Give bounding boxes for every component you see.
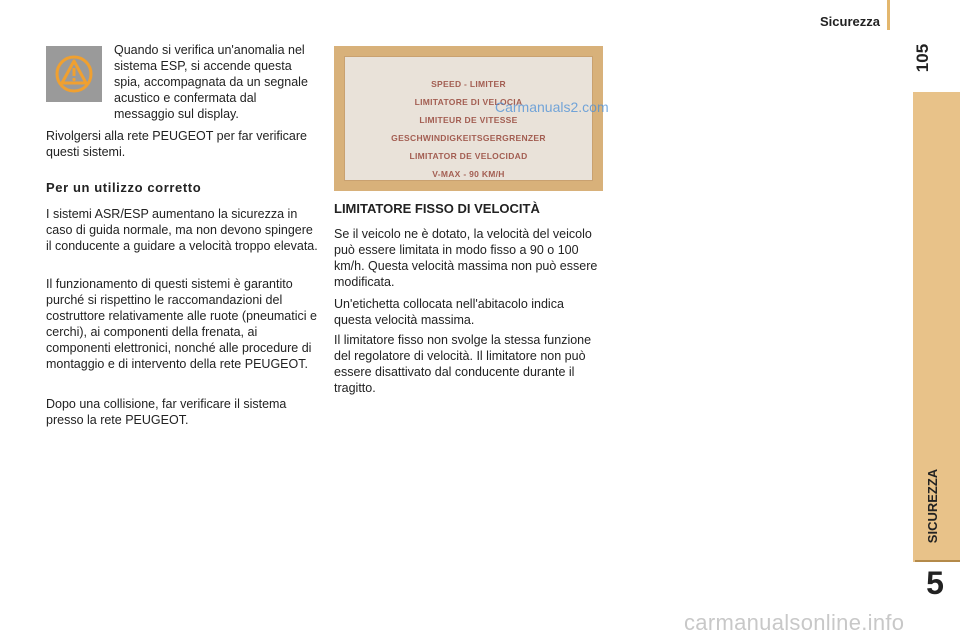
- footer-watermark[interactable]: carmanualsonline.info: [684, 610, 905, 635]
- esp-warning-symbol: [46, 46, 102, 102]
- asr-esp-paragraph: I sistemi ASR/ESP aumentano la sicurezza in caso di guida normale, ma non devono spingere il conducente a guidare a velocità troppo elevata.: [46, 207, 318, 253]
- chapter-divider: [915, 560, 960, 562]
- esp-warning-triangle-icon: [46, 46, 102, 102]
- plate-line: GESCHWINDIGKEITSGERGRENZER: [391, 133, 546, 143]
- label-info-paragraph: Un'etichetta collocata nell'abitacolo indica questa velocità massima.: [334, 297, 564, 327]
- vehicle-limit-paragraph: Se il veicolo ne è dotato, la velocità del veicolo può essere limitata in modo fisso a 90 o 100 km/h. Questa velocità massima non può essere modificata.: [334, 227, 598, 289]
- page-number: 105: [913, 43, 932, 73]
- plate-line: LIMITEUR DE VITESSE: [419, 115, 518, 125]
- plate-line: V-MAX - 90 KM/H: [432, 169, 505, 179]
- collision-paragraph: Dopo una collisione, far verificare il sistema presso la rete PEUGEOT.: [46, 397, 287, 427]
- correct-use-heading: Per un utilizzo corretto: [46, 180, 202, 195]
- dealer-check-text: Rivolgersi alla rete PEUGEOT per far verificare questi sistemi.: [46, 129, 307, 159]
- plate-line: SPEED - LIMITER: [431, 79, 506, 89]
- chapter-number: 5: [926, 565, 944, 601]
- header-rule: [887, 0, 890, 30]
- fixed-limiter-heading: LIMITATORE FISSO DI VELOCITÀ: [334, 201, 540, 216]
- plate-watermark: Carmanuals2.com: [495, 99, 609, 115]
- plate-line: LIMITATORE DI VELOCIA: [414, 97, 523, 107]
- esp-fault-text: Quando si verifica un'anomalia nel sistema ESP, si accende questa spia, accompagnata da un segnale acustico e confermata dal messaggio sul display.: [114, 43, 308, 121]
- speed-limiter-plate: [344, 56, 609, 181]
- speed-limiter-label-image: [334, 46, 609, 191]
- section-title: Sicurezza: [820, 14, 880, 29]
- fixed-limiter-paragraph: Il limitatore fisso non svolge la stessa funzione del regolatore di velocità. Il limitatore non può essere disattivato dal conducente durante il tragitto.: [334, 333, 592, 395]
- plate-line: LIMITATOR DE VELOCIDAD: [409, 151, 528, 161]
- operation-paragraph: Il funzionamento di questi sistemi è garantito purché si rispettino le raccomandazioni del costruttore relativamente alle ruote (pneumatici e cerchi), ai componenti della frenata, ai componenti elettronici, nonché alle procedure di montaggio e di intervento della rete PEUGEOT.: [46, 277, 317, 371]
- chapter-side-label: SICUREZZA: [925, 468, 940, 544]
